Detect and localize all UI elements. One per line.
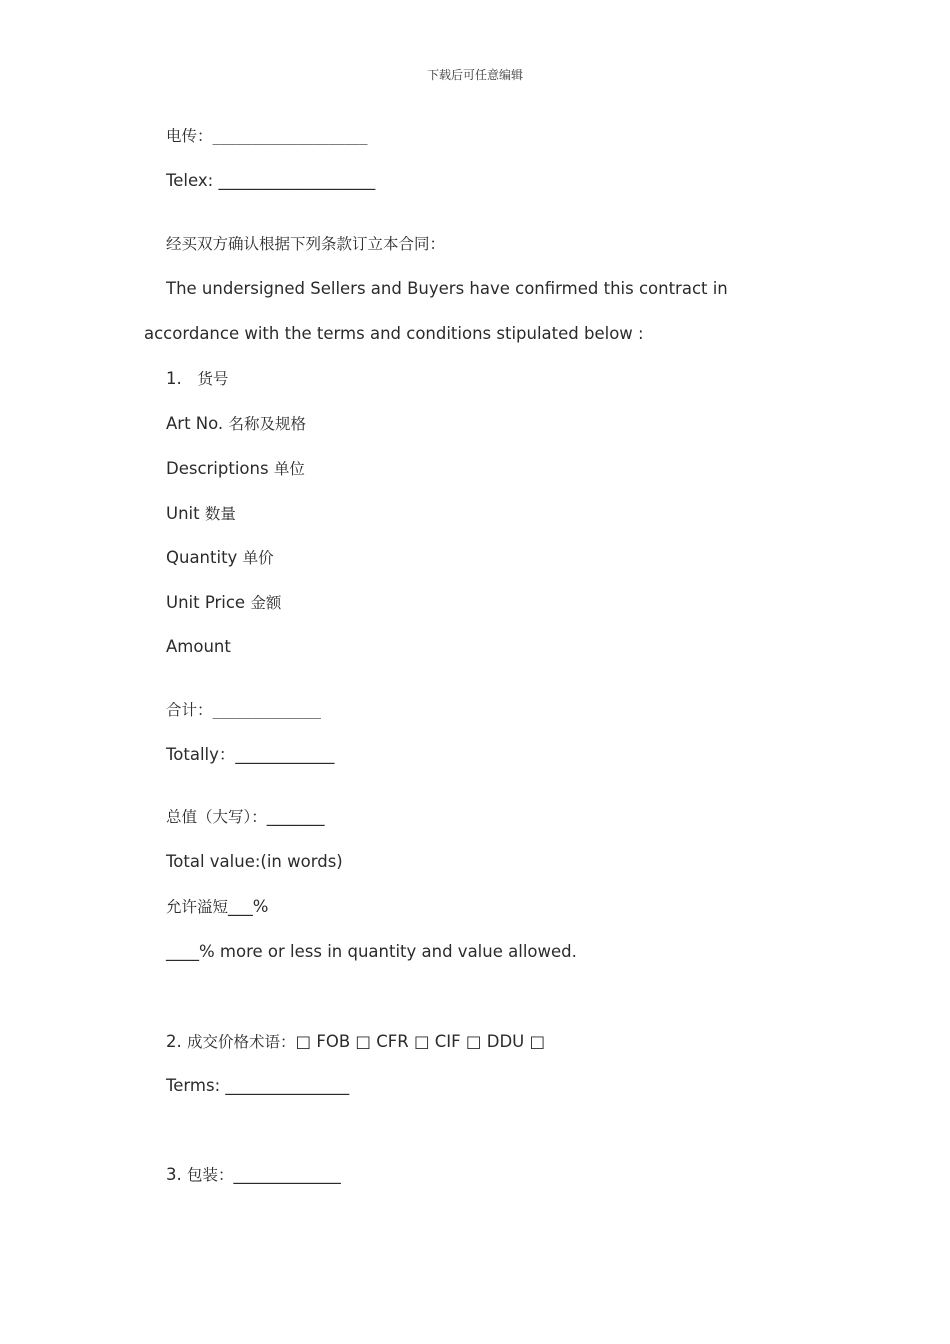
quantity-zh: 单价 [242,549,274,567]
item2-number: 2. [166,1032,182,1051]
confirm-en-line-1: The undersigned Sellers and Buyers have confirmed this contract in [166,279,728,298]
item1-number: 1. [166,369,182,388]
art-no-zh: 名称及规格 [228,415,306,433]
terms-en-line: Terms: _______________ [166,1076,350,1095]
item3-blank: _____________ [233,1165,341,1184]
total-value-blank: _______ [266,807,325,826]
page-header: 下载后可任意编辑 [426,68,523,82]
tolerance-en-line: ____% more or less in quantity and value allowed. [166,942,577,961]
unit-price-zh: 金额 [250,594,282,612]
totally-line [166,744,334,766]
quantity-line [166,547,274,569]
amount-line: Amount [166,637,231,656]
total-value-zh-line [166,806,325,828]
unit-zh: 数量 [204,505,236,523]
total-zh-line: 合计：______________ [166,701,322,719]
telex-line: Telex: ___________________ [166,171,376,190]
unit-price-line [166,592,281,614]
item2-line [166,1031,545,1053]
item3-number: 3. [166,1165,182,1184]
cable-line: 电传：____________________ [166,127,368,145]
descriptions-line [166,458,305,480]
unit-line [166,503,236,525]
art-no-line [166,413,306,435]
totally-label: Totally： [166,745,236,764]
descriptions-en: Descriptions [166,459,269,478]
tolerance-zh-label: 允许溢短 [166,898,229,916]
item3-label: 包装： [187,1166,234,1184]
item2-terms-checkboxes: □ FOB □ CFR □ CIF □ DDU □ [295,1032,546,1051]
item2-label: 成交价格术语： [187,1033,296,1051]
item3-line [166,1164,341,1186]
art-no-en: Art No. [166,414,224,433]
total-value-zh-label: 总值（大写）： [166,808,267,826]
total-value-en-line: Total value:(in words) [166,852,343,871]
tolerance-zh-line [166,896,268,918]
unit-price-en: Unit Price [166,593,246,612]
confirm-zh-line: 经买双方确认根据下列条款订立本合同： [166,235,446,253]
unit-en: Unit [166,504,200,523]
totally-blank: ____________ [235,745,335,764]
item1-label: 货号 [197,370,229,388]
quantity-en: Quantity [166,548,238,567]
descriptions-zh: 单位 [273,460,305,478]
item1-line [166,368,229,390]
tolerance-blank: ___% [228,897,269,916]
confirm-en-line-2: accordance with the terms and conditions stipulated below : [144,324,644,343]
